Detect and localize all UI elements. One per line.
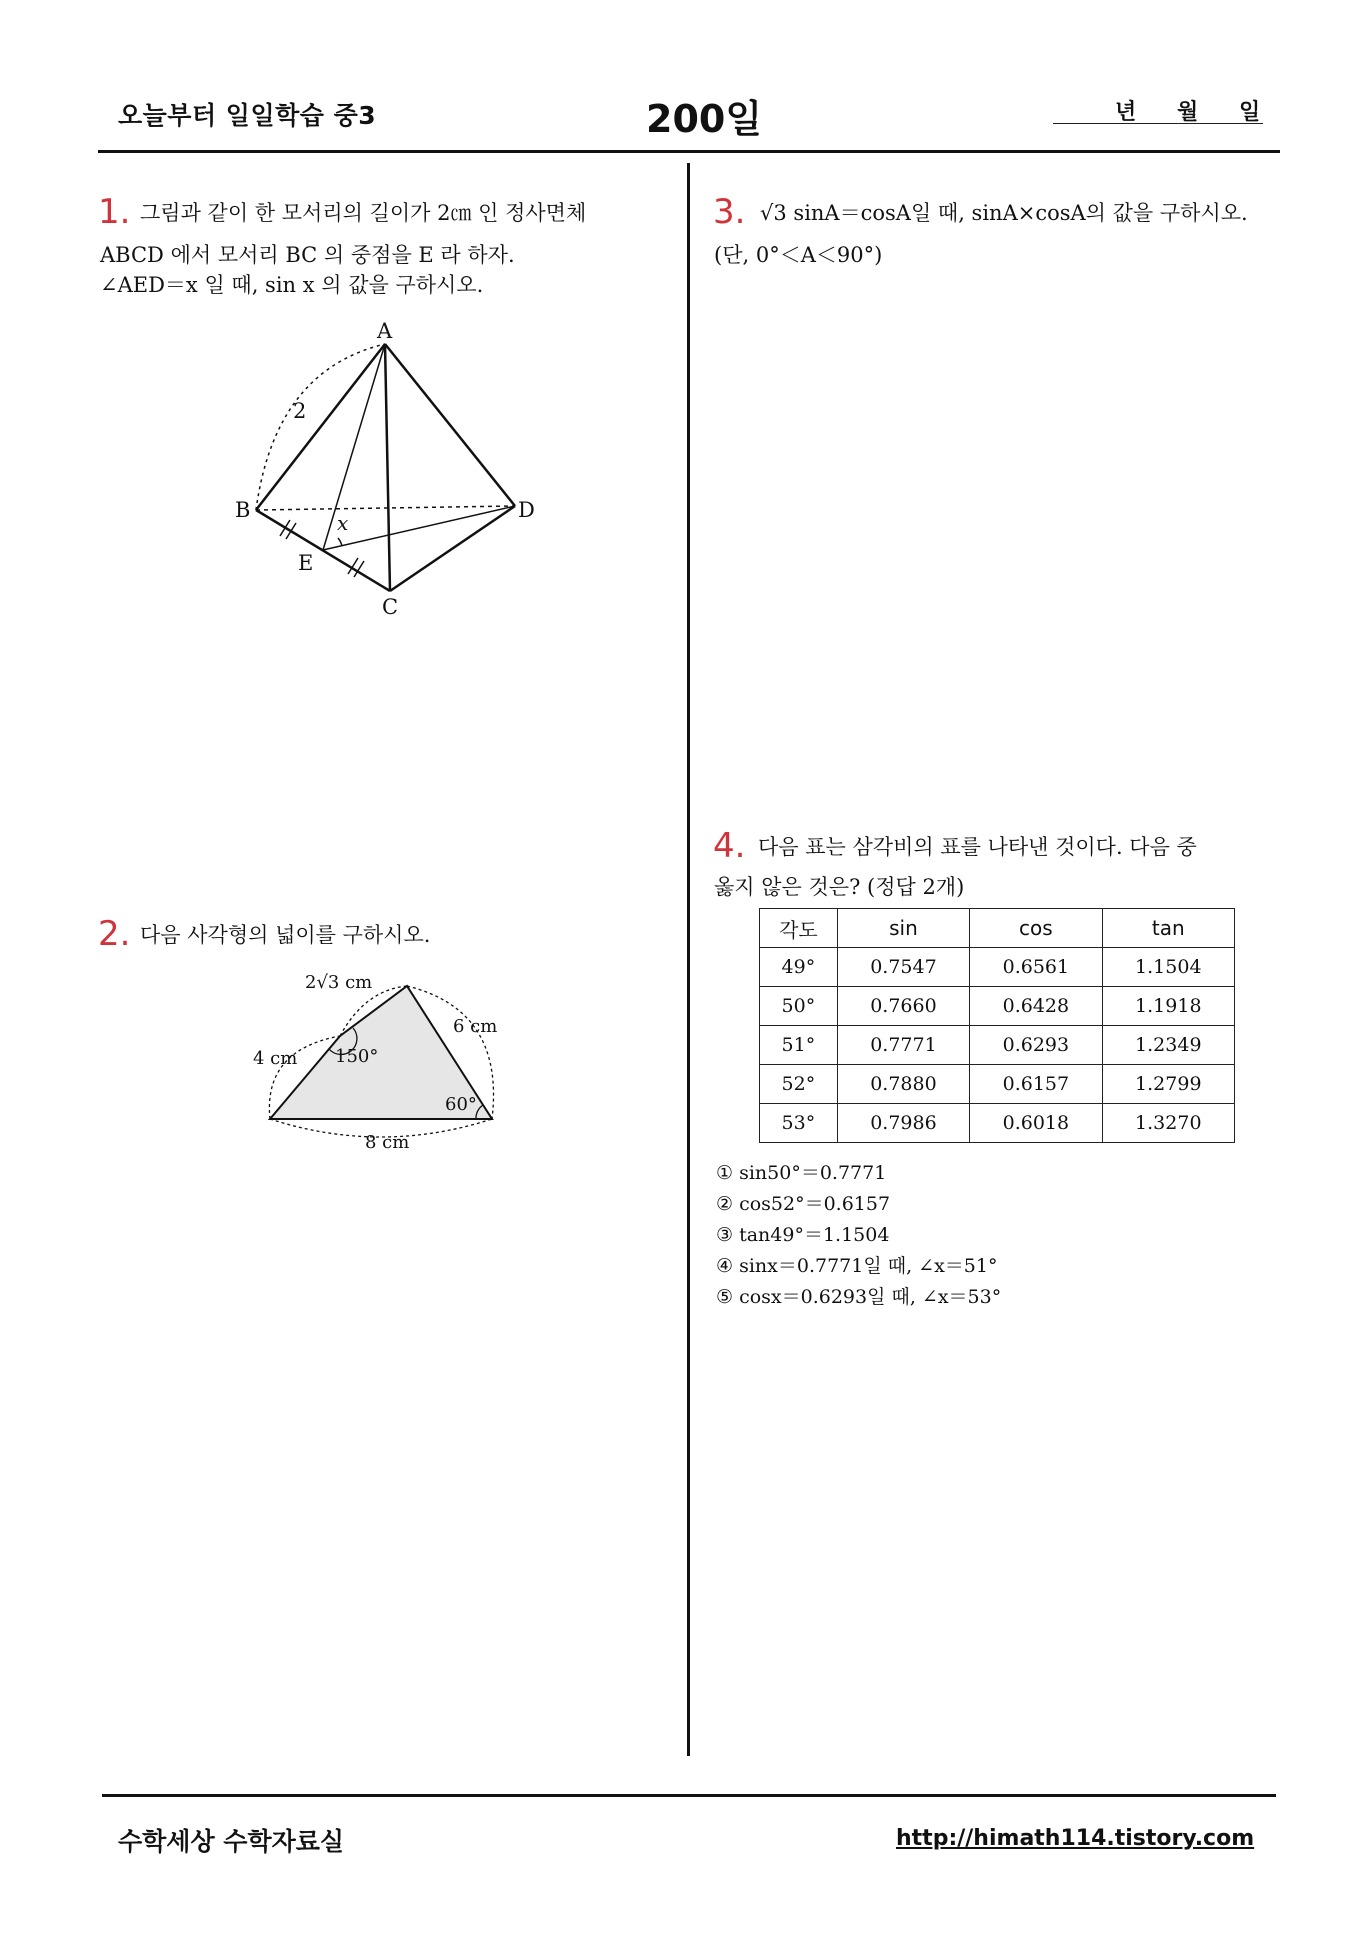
footer-link[interactable]: http://himath114.tistory.com [896,1826,1255,1851]
table-cell: 1.3270 [1102,1104,1234,1143]
table-cell: 0.7660 [837,987,969,1026]
choice-4[interactable]: ④ sinx＝0.7771일 때, ∠x＝51° [716,1255,998,1277]
table-cell: 0.7880 [837,1065,969,1104]
header-rule [98,150,1280,153]
trig-table [759,908,1235,1143]
table-cell: 50° [760,987,838,1026]
vertex-a-label: A [377,319,393,343]
table-row [760,987,1235,1026]
angle-60-label: 60° [445,1094,477,1115]
table-header-cell: 각도 [760,909,838,948]
question-1-line-1: 그림과 같이 한 모서리의 길이가 2㎝ 인 정사면체 [140,201,587,225]
edge-length-label: 2 [293,399,307,423]
tetrahedron-figure [225,310,555,630]
segment-ae [323,344,385,550]
table-cell: 1.2799 [1102,1065,1234,1104]
edge-ac [385,344,390,591]
table-cell: 1.1504 [1102,948,1234,987]
table-row [760,1065,1235,1104]
date-year-label: 년 [1115,100,1137,125]
question-3-line-1: √3 sinA＝cosA일 때, sinA×cosA의 값을 구하시오. [760,201,1248,225]
worksheet-series-title: 오늘부터 일일학습 중3 [118,101,377,130]
table-cell: 1.1918 [1102,987,1234,1026]
question-2-number: 2. [98,914,131,954]
choice-5[interactable]: ⑤ cosx＝0.6293일 때, ∠x＝53° [716,1286,1002,1308]
question-1-line-2: ABCD 에서 모서리 BC 의 중점을 E 라 하자. [100,243,515,267]
question-4-line-1: 다음 표는 삼각비의 표를 나타낸 것이다. 다음 중 [758,835,1197,859]
table-header-cell: cos [970,909,1102,948]
table-cell: 0.7986 [837,1104,969,1143]
question-1-line-3: ∠AED＝x 일 때, sin x 의 값을 구하시오. [100,273,484,297]
table-header-cell: sin [837,909,969,948]
segment-ed [323,506,515,550]
point-e-label: E [298,551,314,575]
table-cell: 0.6561 [970,948,1102,987]
question-4-number: 4. [713,826,746,866]
table-cell: 0.7547 [837,948,969,987]
bottom-side-label: 8 cm [365,1132,410,1153]
question-2-text: 다음 사각형의 넓이를 구하시오. [140,923,431,947]
question-4-line-2: 옳지 않은 것은? (정답 2개) [714,875,965,899]
angle-x-arc [338,538,342,546]
table-cell: 49° [760,948,838,987]
table-cell: 0.7771 [837,1026,969,1065]
table-cell: 0.6293 [970,1026,1102,1065]
column-divider [687,163,690,1756]
table-row [760,1026,1235,1065]
choice-1[interactable]: ① sin50°＝0.7771 [716,1162,887,1184]
date-month-label: 월 [1177,100,1199,125]
day-title: 200일 [646,97,763,141]
date-day-label: 일 [1239,100,1261,125]
vertex-d-label: D [518,498,535,522]
table-header-cell: tan [1102,909,1234,948]
table-cell: 0.6428 [970,987,1102,1026]
edge-ad [385,344,515,506]
right-side-label: 6 cm [453,1016,498,1037]
vertex-b-label: B [235,498,251,522]
footer-rule [102,1794,1276,1797]
table-cell: 0.6018 [970,1104,1102,1143]
hidden-edge-bd [256,506,515,510]
answer-choices [716,1158,1001,1313]
choice-3[interactable]: ③ tan49°＝1.1504 [716,1224,890,1246]
question-3-number: 3. [713,192,746,232]
table-cell: 53° [760,1104,838,1143]
table-header-row [760,909,1235,948]
top-side-label: 2√3 cm [305,972,373,993]
footer-site-name: 수학세상 수학자료실 [118,1827,345,1856]
table-cell: 0.6157 [970,1065,1102,1104]
vertex-c-label: C [382,595,399,619]
question-1-number: 1. [98,192,131,232]
date-field [1053,95,1263,124]
table-cell: 1.2349 [1102,1026,1234,1065]
table-row [760,948,1235,987]
angle-x-label: x [337,511,349,535]
table-cell: 52° [760,1065,838,1104]
left-side-label: 4 cm [253,1048,298,1069]
angle-150-label: 150° [335,1046,379,1067]
quadrilateral-figure [245,970,515,1160]
table-row [760,1104,1235,1143]
table-cell: 51° [760,1026,838,1065]
edge-ab [256,344,385,510]
edge-cd [390,506,515,591]
question-3-line-2: (단, 0°＜A＜90°) [714,243,883,267]
choice-2[interactable]: ② cos52°＝0.6157 [716,1193,891,1215]
edge-bc [256,510,390,591]
